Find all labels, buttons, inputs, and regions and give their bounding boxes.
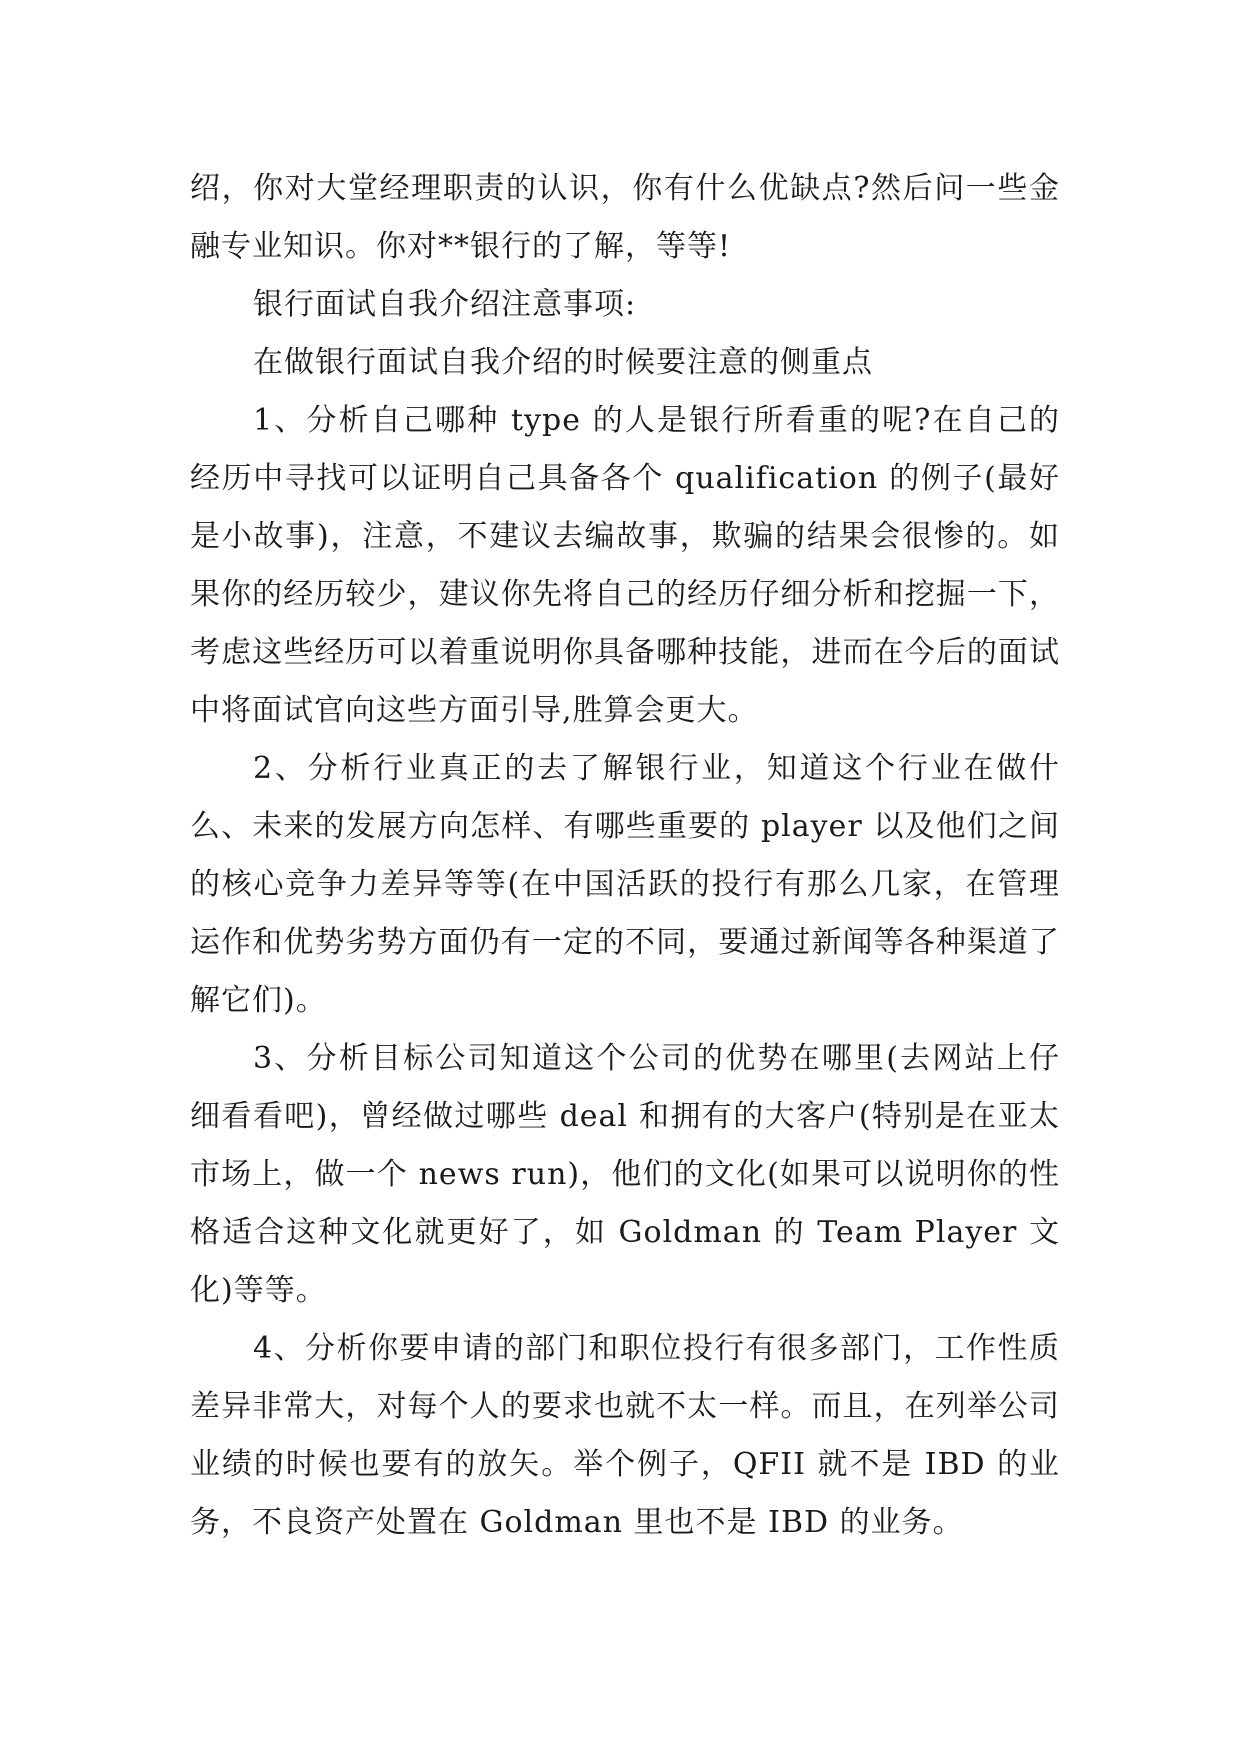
document-body [190,160,1060,1552]
paragraph-point-3: 3、分析目标公司知道这个公司的优势在哪里(去网站上仔细看看吧)，曾经做过哪些 deal 和拥有的大客户(特别是在亚太市场上，做一个 news run)，他们的文化(如果可以说明你的性格适合这种文化就更好了，如 Goldman 的 Team Player 文化)等等。 [190,1041,1060,1308]
paragraph-interview-questions: 绍，你对大堂经理职责的认识，你有什么优缺点?然后问一些金融专业知识。你对**银行的了解，等等! [190,171,1060,264]
paragraph-self-intro-notes-heading: 银行面试自我介绍注意事项: [253,287,637,322]
paragraph-point-1: 1、分析自己哪种 type 的人是银行所看重的呢?在自己的经历中寻找可以证明自己具备各个 qualification 的例子(最好是小故事)，注意，不建议去编故事，欺骗的结果会很惨的。如果你的经历较少，建议你先将自己的经历仔细分析和挖掘一下，考虑这些经历可以着重说明你具备哪种技能，进而在今后的面试中将面试官向这些方面引导,胜算会更大。 [190,403,1060,728]
paragraph-point-4: 4、分析你要申请的部门和职位投行有很多部门，工作性质差异非常大，对每个人的要求也就不太一样。而且，在列举公司业绩的时候也要有的放矢。举个例子，QFII 就不是 IBD 的业务，不良资产处置在 Goldman 里也不是 IBD 的业务。 [190,1331,1060,1540]
paragraph-point-2: 2、分析行业真正的去了解银行业，知道这个行业在做什么、未来的发展方向怎样、有哪些重要的 player 以及他们之间的核心竞争力差异等等(在中国活跃的投行有那么几家，在管理运作和优势劣势方面仍有一定的不同，要通过新闻等各种渠道了解它们)。 [190,751,1060,1018]
paragraph-focus-points-heading: 在做银行面试自我介绍的时候要注意的侧重点 [253,345,873,380]
